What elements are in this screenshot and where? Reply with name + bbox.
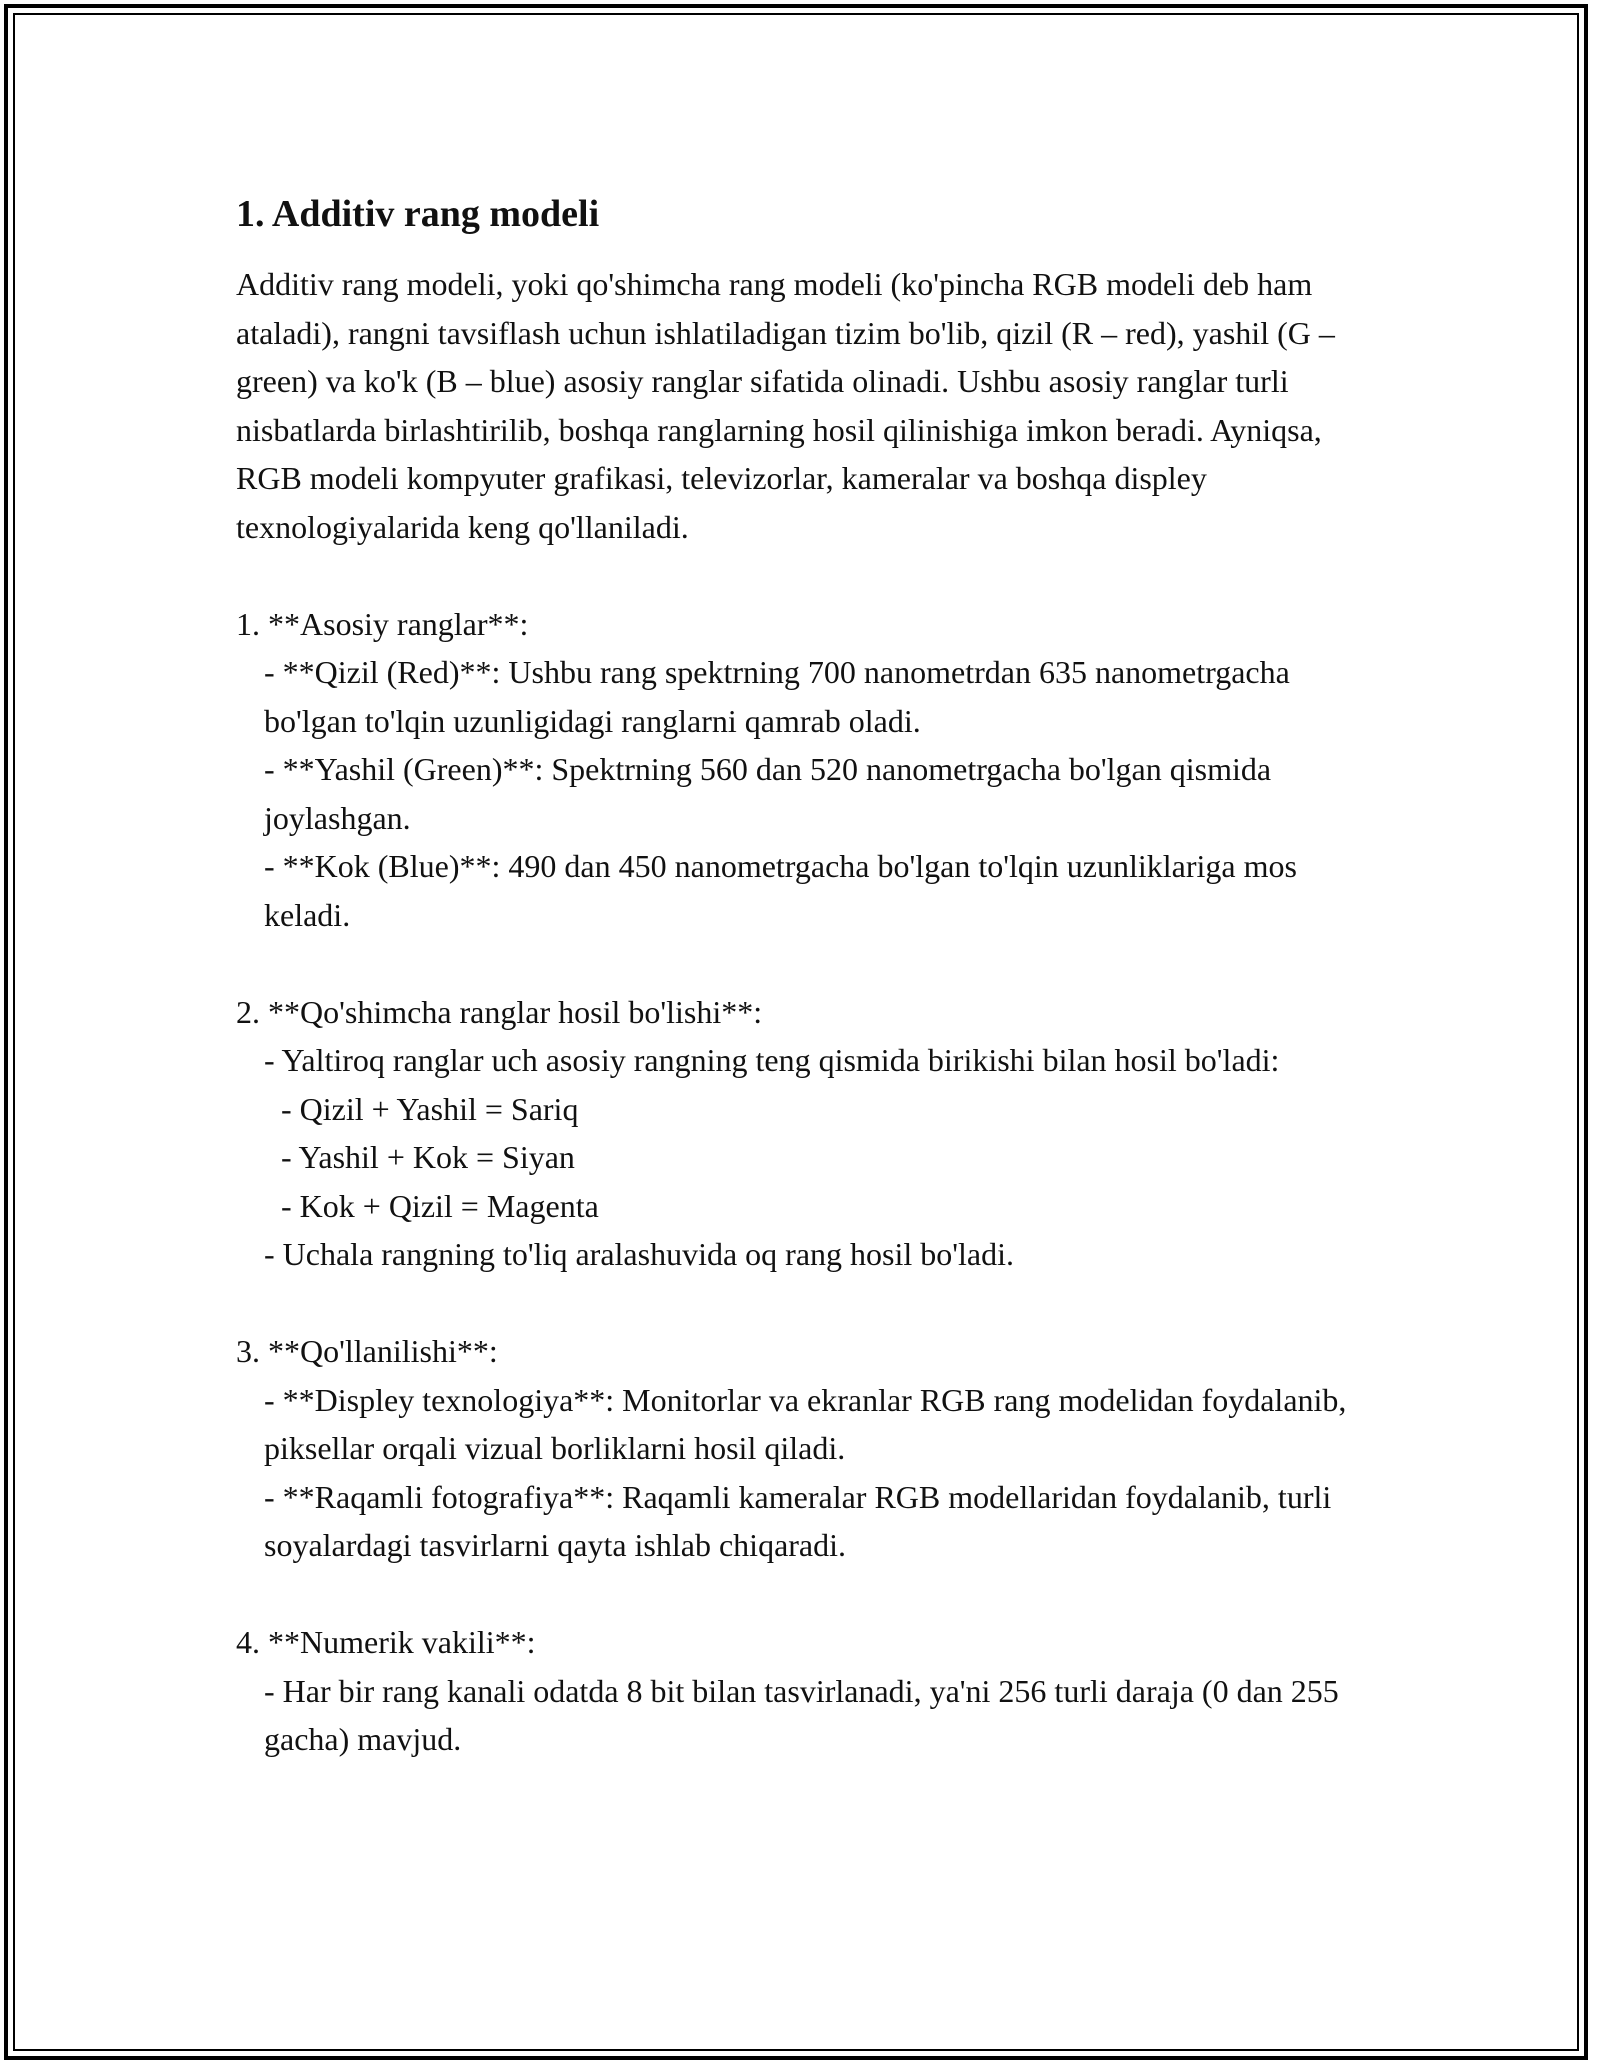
list-item: - Har bir rang kanali odatda 8 bit bilan tasvirlanadi, ya'ni 256 turli daraja (0 dan 255 gacha) mavjud. [264,1672,1347,1757]
section-title: 3. **Qo'llanilishi**: [236,1333,498,1369]
section-title: 2. **Qo'shimcha ranglar hosil bo'lishi**: [236,993,763,1030]
section-numerik-vakili [236,1618,1376,1764]
list-item: - **Raqamli fotografiya**: Raqamli kameralar RGB modellaridan foydalanib, turli soyalardagi tasvirlarni qayta ishlab chiqaradi. [264,1478,1340,1563]
list-item: - **Qizil (Red)**: Ushbu rang spektrning 700 nanometrdan 635 nanometrgacha bo'lgan to'lqin uzunligidagi ranglarni qamrab oladi. [264,654,1298,739]
page-heading: 1. Additiv rang modeli [236,193,600,235]
section-qollanilishi [236,1327,1376,1570]
sub-list-item: - Kok + Qizil = Magenta [281,1187,599,1224]
section-title: 1. **Asosiy ranglar**: [236,605,529,642]
list-item: - **Kok (Blue)**: 490 dan 450 nanometrgacha bo'lgan to'lqin uzunliklariga mos keladi. [264,848,1305,933]
intro-paragraph: Additiv rang modeli, yoki qo'shimcha rang modeli (ko'pincha RGB modeli deb ham ataladi), rangni tavsiflash uchun ishlatiladigan tizim bo'lib, qizil (R – red), yashil (G – green) va ko'k (B – blue) asosiy ranglar sifatida olinadi. Ushbu asosiy ranglar turli nisbatlarda birlashtirilib, boshqa ranglarning hosil qilinishiga imkon beradi. Ayniqsa, RGB modeli kompyuter grafikasi, televizorlar, kameralar va boshqa displey texnologiyalarida keng qo'llaniladi. [236,266,1335,545]
section-qoshimcha-ranglar [236,988,1376,1279]
section-asosiy-ranglar [236,600,1376,940]
list-item: - **Yashil (Green)**: Spektrning 560 dan 520 nanometrgacha bo'lgan qismida joylashgan. [264,751,1280,836]
sub-list-item: - Qizil + Yashil = Sariq [281,1090,579,1127]
document-body [236,190,1376,1764]
list-item: - Uchala rangning to'liq aralashuvida oq rang hosil bo'ladi. [264,1236,1014,1272]
list-item: - **Displey texnologiya**: Monitorlar va ekranlar RGB rang modelidan foydalanib, piksellar orqali vizual borliklarni hosil qiladi. [264,1381,1355,1466]
section-title: 4. **Numerik vakili**: [236,1624,536,1660]
list-item: - Yaltiroq ranglar uch asosiy rangning teng qismida birikishi bilan hosil bo'ladi: [264,1042,1280,1078]
sub-list-item: - Yashil + Kok = Siyan [281,1139,575,1175]
